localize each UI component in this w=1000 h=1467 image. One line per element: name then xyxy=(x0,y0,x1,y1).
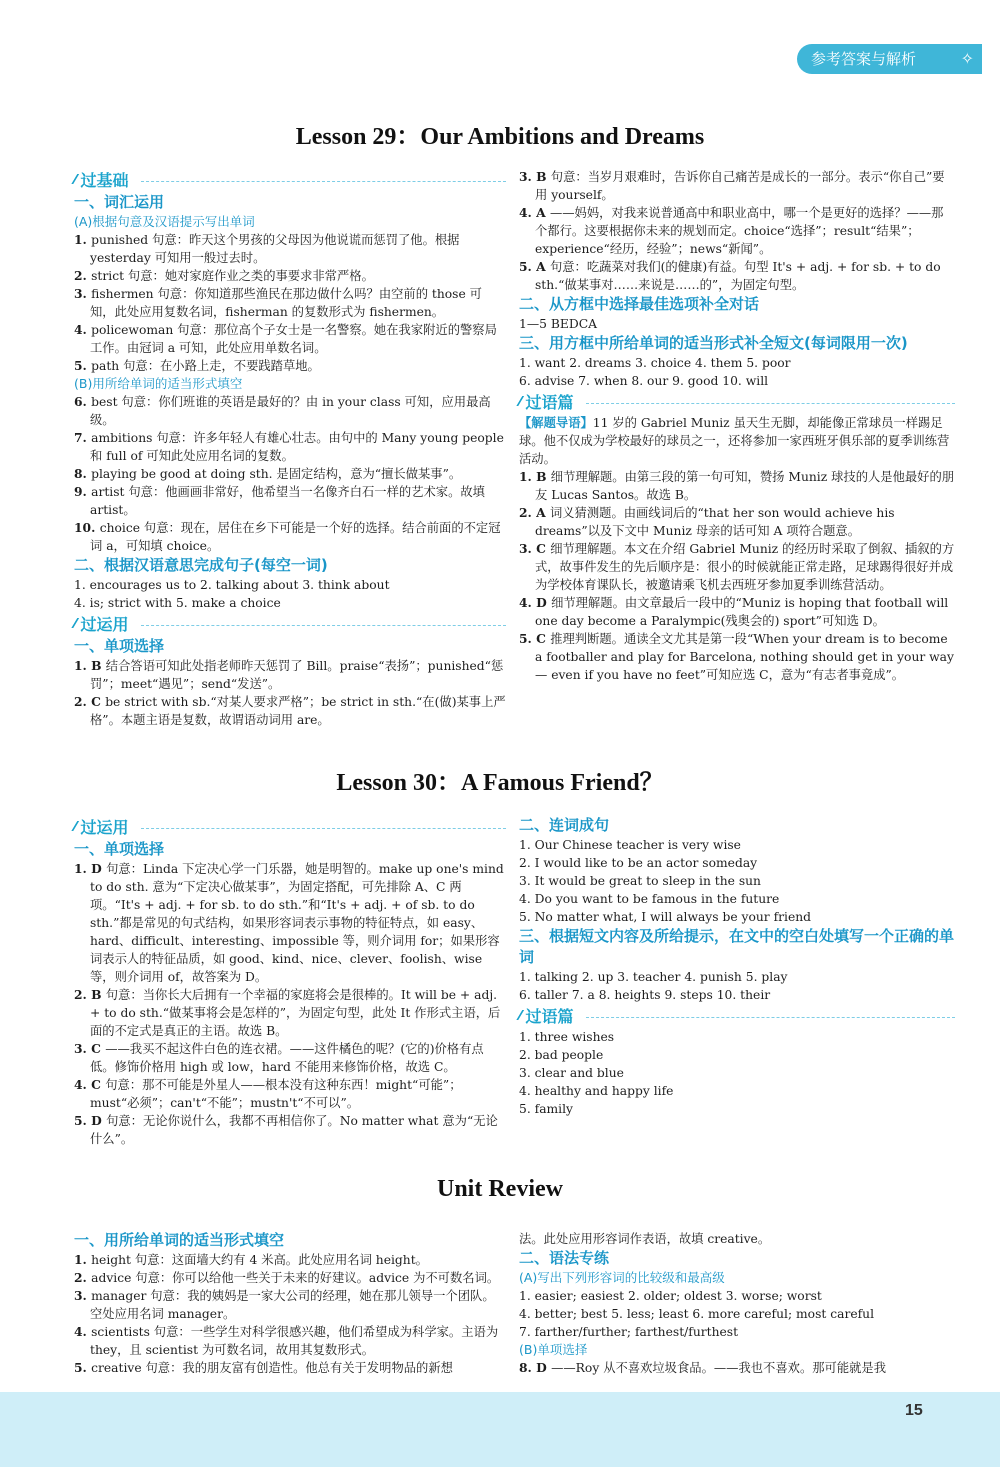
review-right-column xyxy=(519,1230,955,1377)
section-heading xyxy=(74,817,506,839)
answer-item xyxy=(74,465,506,483)
answer-text: 句意：当岁月艰难时，告诉你自己痛苦是成长的一部分。表示“你自己”要用 yourself。 xyxy=(535,170,945,202)
answer-number: 3. C xyxy=(74,1041,106,1056)
dashed-rule xyxy=(586,1017,955,1018)
answer-line: 5. No matter what, I will always be your friend xyxy=(519,910,812,924)
answer-text: 细节理解题。由第三段的第一句可知，赞扬 Muniz 球技的人是他最好的朋友 Lucas Santos。故选 B。 xyxy=(535,470,955,502)
answer-line: 1. Our Chinese teacher is very wise xyxy=(519,838,741,852)
answer-item xyxy=(74,1076,506,1112)
answer-number: 5. xyxy=(74,358,92,373)
answer-item xyxy=(519,594,955,630)
subsection-heading: 二、根据汉语意思完成句子(每空一词) xyxy=(74,556,328,574)
spark-icon: ⁄⁄⁄ xyxy=(74,173,75,188)
answer-text: creative 句意：我的朋友富有创造性。他总有关于发明物品的新想 xyxy=(91,1361,453,1375)
answer-line: 5. family xyxy=(519,1102,573,1116)
answer-number: 1. xyxy=(74,232,92,247)
answer-number: 2. A xyxy=(519,505,550,520)
answer-text: artist 句意：他画画非常好，他希望当一名像齐白石一样的艺术家。故填 artist。 xyxy=(90,485,485,517)
answer-number: 3. xyxy=(74,1288,92,1303)
answer-number: 4. C xyxy=(74,1077,106,1092)
lesson30-right-column xyxy=(519,815,955,1118)
answer-text: 结合答语可知此处指老师昨天惩罚了 Bill。praise“表扬”；punished“惩罚”；meet“遇见”；send“发送”。 xyxy=(90,659,504,691)
answer-item xyxy=(519,168,955,204)
answer-number: 7. xyxy=(74,430,92,445)
exercise-instruction: (A)根据句意及汉语提示写出单词 xyxy=(74,214,255,229)
answer-number: 3. xyxy=(74,286,92,301)
answer-text: 词义猜测题。由画线词后的“that her son would achieve his dreams”以及下文中 Muniz 母亲的话可知 A 项符合题意。 xyxy=(535,506,895,538)
answer-text: 句意：Linda 下定决心学一门乐器，她是明智的。make up one's mind to do sth. 意为“下定决心做某事”，为固定搭配，可先排除 A、C 两项。“It's + adj. + for sb. to do sth.”和“It's + adj. + of sb. to do sth.”都是常见的句式结构，如果形容词表示事物的特征特点，如 easy、hard、difficult、interesting、impossible 等，则介词用 for；如果形容词表示人的特征品质，如 good、kind、nice、clever、foolish、wise 等，则介词用 of，故答案为 D。 xyxy=(90,862,504,984)
answer-item xyxy=(519,468,955,504)
answer-number: 5. xyxy=(74,1360,92,1375)
answer-line: 2. bad people xyxy=(519,1048,604,1062)
subsection-heading: 一、单项选择 xyxy=(74,840,165,858)
answer-item xyxy=(74,1251,506,1269)
answer-text: best 句意：你们班谁的英语是最好的？由 in your class 可知，应用最高级。 xyxy=(90,395,491,427)
spark-icon: ⁄⁄⁄ xyxy=(74,617,75,632)
page-number: 15 xyxy=(905,1402,923,1419)
answer-text: 细节理解题。由文章最后一段中的“Muniz is hoping that football will one day become a Paralympic(残奥会的) sport”可知选 D。 xyxy=(535,596,949,628)
answer-line: 法。此处应用形容词作表语，故填 creative。 xyxy=(519,1232,771,1246)
answer-item xyxy=(74,860,506,986)
section-header-tag xyxy=(797,44,982,74)
answer-item xyxy=(74,483,506,519)
spark-icon: ⁄⁄⁄ xyxy=(74,820,75,835)
answer-line: 3. clear and blue xyxy=(519,1066,624,1080)
answer-item xyxy=(74,393,506,429)
passage-intro xyxy=(519,414,955,468)
exercise-instruction: (B)单项选择 xyxy=(519,1342,588,1357)
answer-line: 7. farther/further; farthest/furthest xyxy=(519,1325,739,1339)
answer-item xyxy=(74,1040,506,1076)
answer-item xyxy=(519,204,955,258)
answer-item xyxy=(74,267,506,285)
answer-line: 6. taller 7. a 8. heights 9. steps 10. their xyxy=(519,988,771,1002)
answer-item xyxy=(74,1323,506,1359)
section-heading-label: 过基础 xyxy=(80,171,129,190)
answer-text: 句意：吃蔬菜对我们(的健康)有益。句型 It's + adj. + for sb. + to do sth.“做某事对……来说是……的”，为固定句型。 xyxy=(535,260,941,292)
answer-item xyxy=(74,519,506,555)
subsection-heading: 二、从方框中选择最佳选项补全对话 xyxy=(519,295,760,313)
section-heading-label: 过语篇 xyxy=(525,393,574,412)
answer-text: be strict with sb.“对某人要求严格”；be strict in sth.“在(做)某事上严格”。本题主语是复数，故谓语动词用 are。 xyxy=(90,695,506,727)
section-heading xyxy=(74,170,506,192)
answer-text: fishermen 句意：你知道那些渔民在那边做什么吗？由空前的 those 可知，此处应用复数名词，fisherman 的复数形式为 fishermen。 xyxy=(90,287,482,319)
answer-text: height 句意：这面墙大约有 4 米高。此处应用名词 height。 xyxy=(91,1253,428,1267)
answer-item xyxy=(74,357,506,375)
dashed-rule xyxy=(141,181,506,182)
subsection-heading: 三、用方框中所给单词的适当形式补全短文(每词限用一次) xyxy=(519,334,908,352)
answer-text: 句意：无论你说什么，我都不再相信你了。No matter what 意为“无论什么”。 xyxy=(90,1114,498,1146)
answer-number: 4. xyxy=(74,322,92,337)
answer-item xyxy=(74,1269,506,1287)
lesson29-left-column xyxy=(74,168,506,729)
lesson29-right-column xyxy=(519,168,955,684)
answer-number: 1. xyxy=(74,1252,92,1267)
answer-line: 4. Do you want to be famous in the future xyxy=(519,892,780,906)
answer-item xyxy=(74,1287,506,1323)
subsection-heading: 一、词汇运用 xyxy=(74,193,165,211)
answer-text: scientists 句意：一些学生对科学很感兴趣，他们希望成为科学家。主语为 they，且 scientist 为可数名词，故用其复数形式。 xyxy=(90,1325,499,1357)
answer-text: 细节理解题。本文在介绍 Gabriel Muniz 的经历时采取了倒叙、插叙的方式，故事件发生的先后顺序是：很小的时候就能正常走路，足球踢得很好并成为学校体育课队长，被邀请乘飞机去西班牙参加夏季训练营活动。 xyxy=(535,542,955,592)
answer-number: 9. xyxy=(74,484,92,499)
answer-item xyxy=(519,504,955,540)
dashed-rule xyxy=(586,403,955,404)
answer-number: 6. xyxy=(74,394,92,409)
answer-number: 2. xyxy=(74,268,92,283)
answer-text: playing be good at doing sth. 是固定结构，意为“擅长做某事”。 xyxy=(91,467,462,481)
section-heading-label: 过运用 xyxy=(80,818,129,837)
answer-line: 6. advise 7. when 8. our 9. good 10. will xyxy=(519,374,769,388)
answer-item xyxy=(74,693,506,729)
answer-line: 4. is; strict with 5. make a choice xyxy=(74,596,281,610)
answer-item xyxy=(519,258,955,294)
subsection-heading: 二、语法专练 xyxy=(519,1249,610,1267)
answer-number: 4. D xyxy=(519,595,552,610)
answer-number: 4. xyxy=(74,1324,92,1339)
answer-text: choice 句意：现在，居住在乡下可能是一个好的选择。结合前面的不定冠词 a，可知填 choice。 xyxy=(90,521,501,553)
review-left-column xyxy=(74,1230,506,1377)
answer-item xyxy=(74,1112,506,1148)
answer-line: 3. It would be great to sleep in the sun xyxy=(519,874,761,888)
bottom-band xyxy=(0,1392,1000,1467)
answer-text: ——Roy 从不喜欢垃圾食品。——我也不喜欢。那可能就是我 xyxy=(551,1361,887,1375)
answer-text: 句意：当你长大后拥有一个幸福的家庭将会是很棒的。It will be + adj. + to do sth.“做某事将会是怎样的”，为固定句型，此处 It 作形式主语，后面的不定式是真正的主语。故选 B。 xyxy=(90,988,501,1038)
answer-number: 1. B xyxy=(74,658,106,673)
lesson29-title: Lesson 29：Our Ambitions and Dreams xyxy=(295,124,705,150)
answer-line: 1. talking 2. up 3. teacher 4. punish 5. play xyxy=(519,970,788,984)
answer-line: 1. three wishes xyxy=(519,1030,615,1044)
answer-number: 8. xyxy=(74,466,92,481)
dashed-rule xyxy=(141,828,506,829)
answer-item xyxy=(74,285,506,321)
answer-text: ambitions 句意：许多年轻人有雄心壮志。由句中的 Many young people 和 full of 可知此处应用名词的复数。 xyxy=(90,431,504,463)
subsection-heading: 一、用所给单词的适当形式填空 xyxy=(74,1231,285,1249)
answer-text: path 句意：在小路上走，不要践踏草地。 xyxy=(91,359,320,373)
answer-line: 1. encourages us to 2. talking about 3. think about xyxy=(74,578,390,592)
answer-line: 4. healthy and happy life xyxy=(519,1084,674,1098)
section-heading xyxy=(519,392,955,414)
answer-number: 2. xyxy=(74,1270,92,1285)
section-heading-label: 过语篇 xyxy=(525,1007,574,1026)
answer-number: 1. D xyxy=(74,861,107,876)
answer-number: 2. B xyxy=(74,987,106,1002)
answer-item xyxy=(519,1359,955,1377)
answer-text: 推理判断题。通读全文尤其是第一段“When your dream is to become a footballer and play for Barcelona, nothing should get in your way — even if you have no feet”可知应选 C，意为“有志者事竟成”。 xyxy=(535,632,954,682)
answer-text: manager 句意：我的姨妈是一家大公司的经理，她在那儿领导一个团队。空处应用名词 manager。 xyxy=(90,1289,495,1321)
passage-intro-label: 【解题导语】 xyxy=(519,415,593,430)
answer-line: 1. easier; easiest 2. older; oldest 3. worse; worst xyxy=(519,1289,822,1303)
answer-item xyxy=(74,429,506,465)
answer-text: ——妈妈，对我来说普通高中和职业高中，哪一个是更好的选择？——那个都行。这要根据你未来的规划而定。choice“选择”；result“结果”；experience“经历，经验”；news“新闻”。 xyxy=(535,206,944,256)
lesson30-title: Lesson 30：A Famous Friend？ xyxy=(336,770,664,796)
header-tag-label: 参考答案与解析 xyxy=(811,50,917,68)
answer-line: 1. want 2. dreams 3. choice 4. them 5. poor xyxy=(519,356,791,370)
answer-item xyxy=(74,986,506,1040)
rocket-icon: ✧ xyxy=(960,49,974,68)
section-heading xyxy=(74,614,506,636)
subsection-heading: 二、连词成句 xyxy=(519,816,610,834)
lesson30-left-column xyxy=(74,815,506,1148)
answer-number: 2. C xyxy=(74,694,106,709)
answer-number: 3. C xyxy=(519,541,551,556)
answer-item xyxy=(74,321,506,357)
answer-number: 8. D xyxy=(519,1360,552,1375)
answer-text: 句意：那不可能是外星人——根本没有这种东西！might“可能”；must“必须”；can't“不能”；mustn't“不可以”。 xyxy=(90,1078,462,1110)
unit-review-title: Unit Review xyxy=(437,1176,563,1202)
answer-number: 3. B xyxy=(519,169,551,184)
exercise-instruction: (B)用所给单词的适当形式填空 xyxy=(74,376,243,391)
exercise-instruction: (A)写出下列形容词的比较级和最高级 xyxy=(519,1270,725,1285)
answer-item xyxy=(74,1359,506,1377)
answer-line: 1—5 BEDCA xyxy=(519,317,598,331)
dashed-rule xyxy=(141,625,506,626)
answer-item xyxy=(519,630,955,684)
answer-number: 10. xyxy=(74,520,100,535)
section-heading-label: 过运用 xyxy=(80,615,129,634)
subsection-heading: 一、单项选择 xyxy=(74,637,165,655)
section-heading xyxy=(519,1006,955,1028)
answer-number: 5. A xyxy=(519,259,550,274)
passage-intro-text: 11 岁的 Gabriel Muniz 虽天生无脚，却能像正常球员一样踢足球。他不仅成为学校最好的球员之一，还将参加一家西班牙俱乐部的夏季训练营活动。 xyxy=(519,416,950,466)
answer-text: policewoman 句意：那位高个子女士是一名警察。她在我家附近的警察局工作。由冠词 a 可知，此处应用单数名词。 xyxy=(90,323,497,355)
answer-line: 2. I would like to be an actor someday xyxy=(519,856,758,870)
answer-line: 4. better; best 5. less; least 6. more careful; most careful xyxy=(519,1307,875,1321)
answer-number: 4. A xyxy=(519,205,550,220)
spark-icon: ⁄⁄⁄ xyxy=(519,1009,520,1024)
answer-item xyxy=(74,657,506,693)
answer-text: strict 句意：她对家庭作业之类的事要求非常严格。 xyxy=(91,269,374,283)
subsection-heading: 三、根据短文内容及所给提示，在文中的空白处填写一个正确的单词 xyxy=(519,927,955,966)
answer-number: 1. B xyxy=(519,469,551,484)
answer-text: ——我买不起这件白色的连衣裙。——这件橘色的呢？(它的)价格有点低。修饰价格用 high 或 low，hard 不能用来修饰价格，故选 C。 xyxy=(90,1042,484,1074)
answer-number: 5. C xyxy=(519,631,551,646)
spark-icon: ⁄⁄⁄ xyxy=(519,395,520,410)
answer-item xyxy=(519,540,955,594)
answer-number: 5. D xyxy=(74,1113,107,1128)
answer-item xyxy=(74,231,506,267)
answer-text: punished 句意：昨天这个男孩的父母因为他说谎而惩罚了他。根据 yesterday 可知用一般过去时。 xyxy=(90,233,460,265)
answer-text: advice 句意：你可以给他一些关于未来的好建议。advice 为不可数名词。 xyxy=(91,1271,500,1285)
